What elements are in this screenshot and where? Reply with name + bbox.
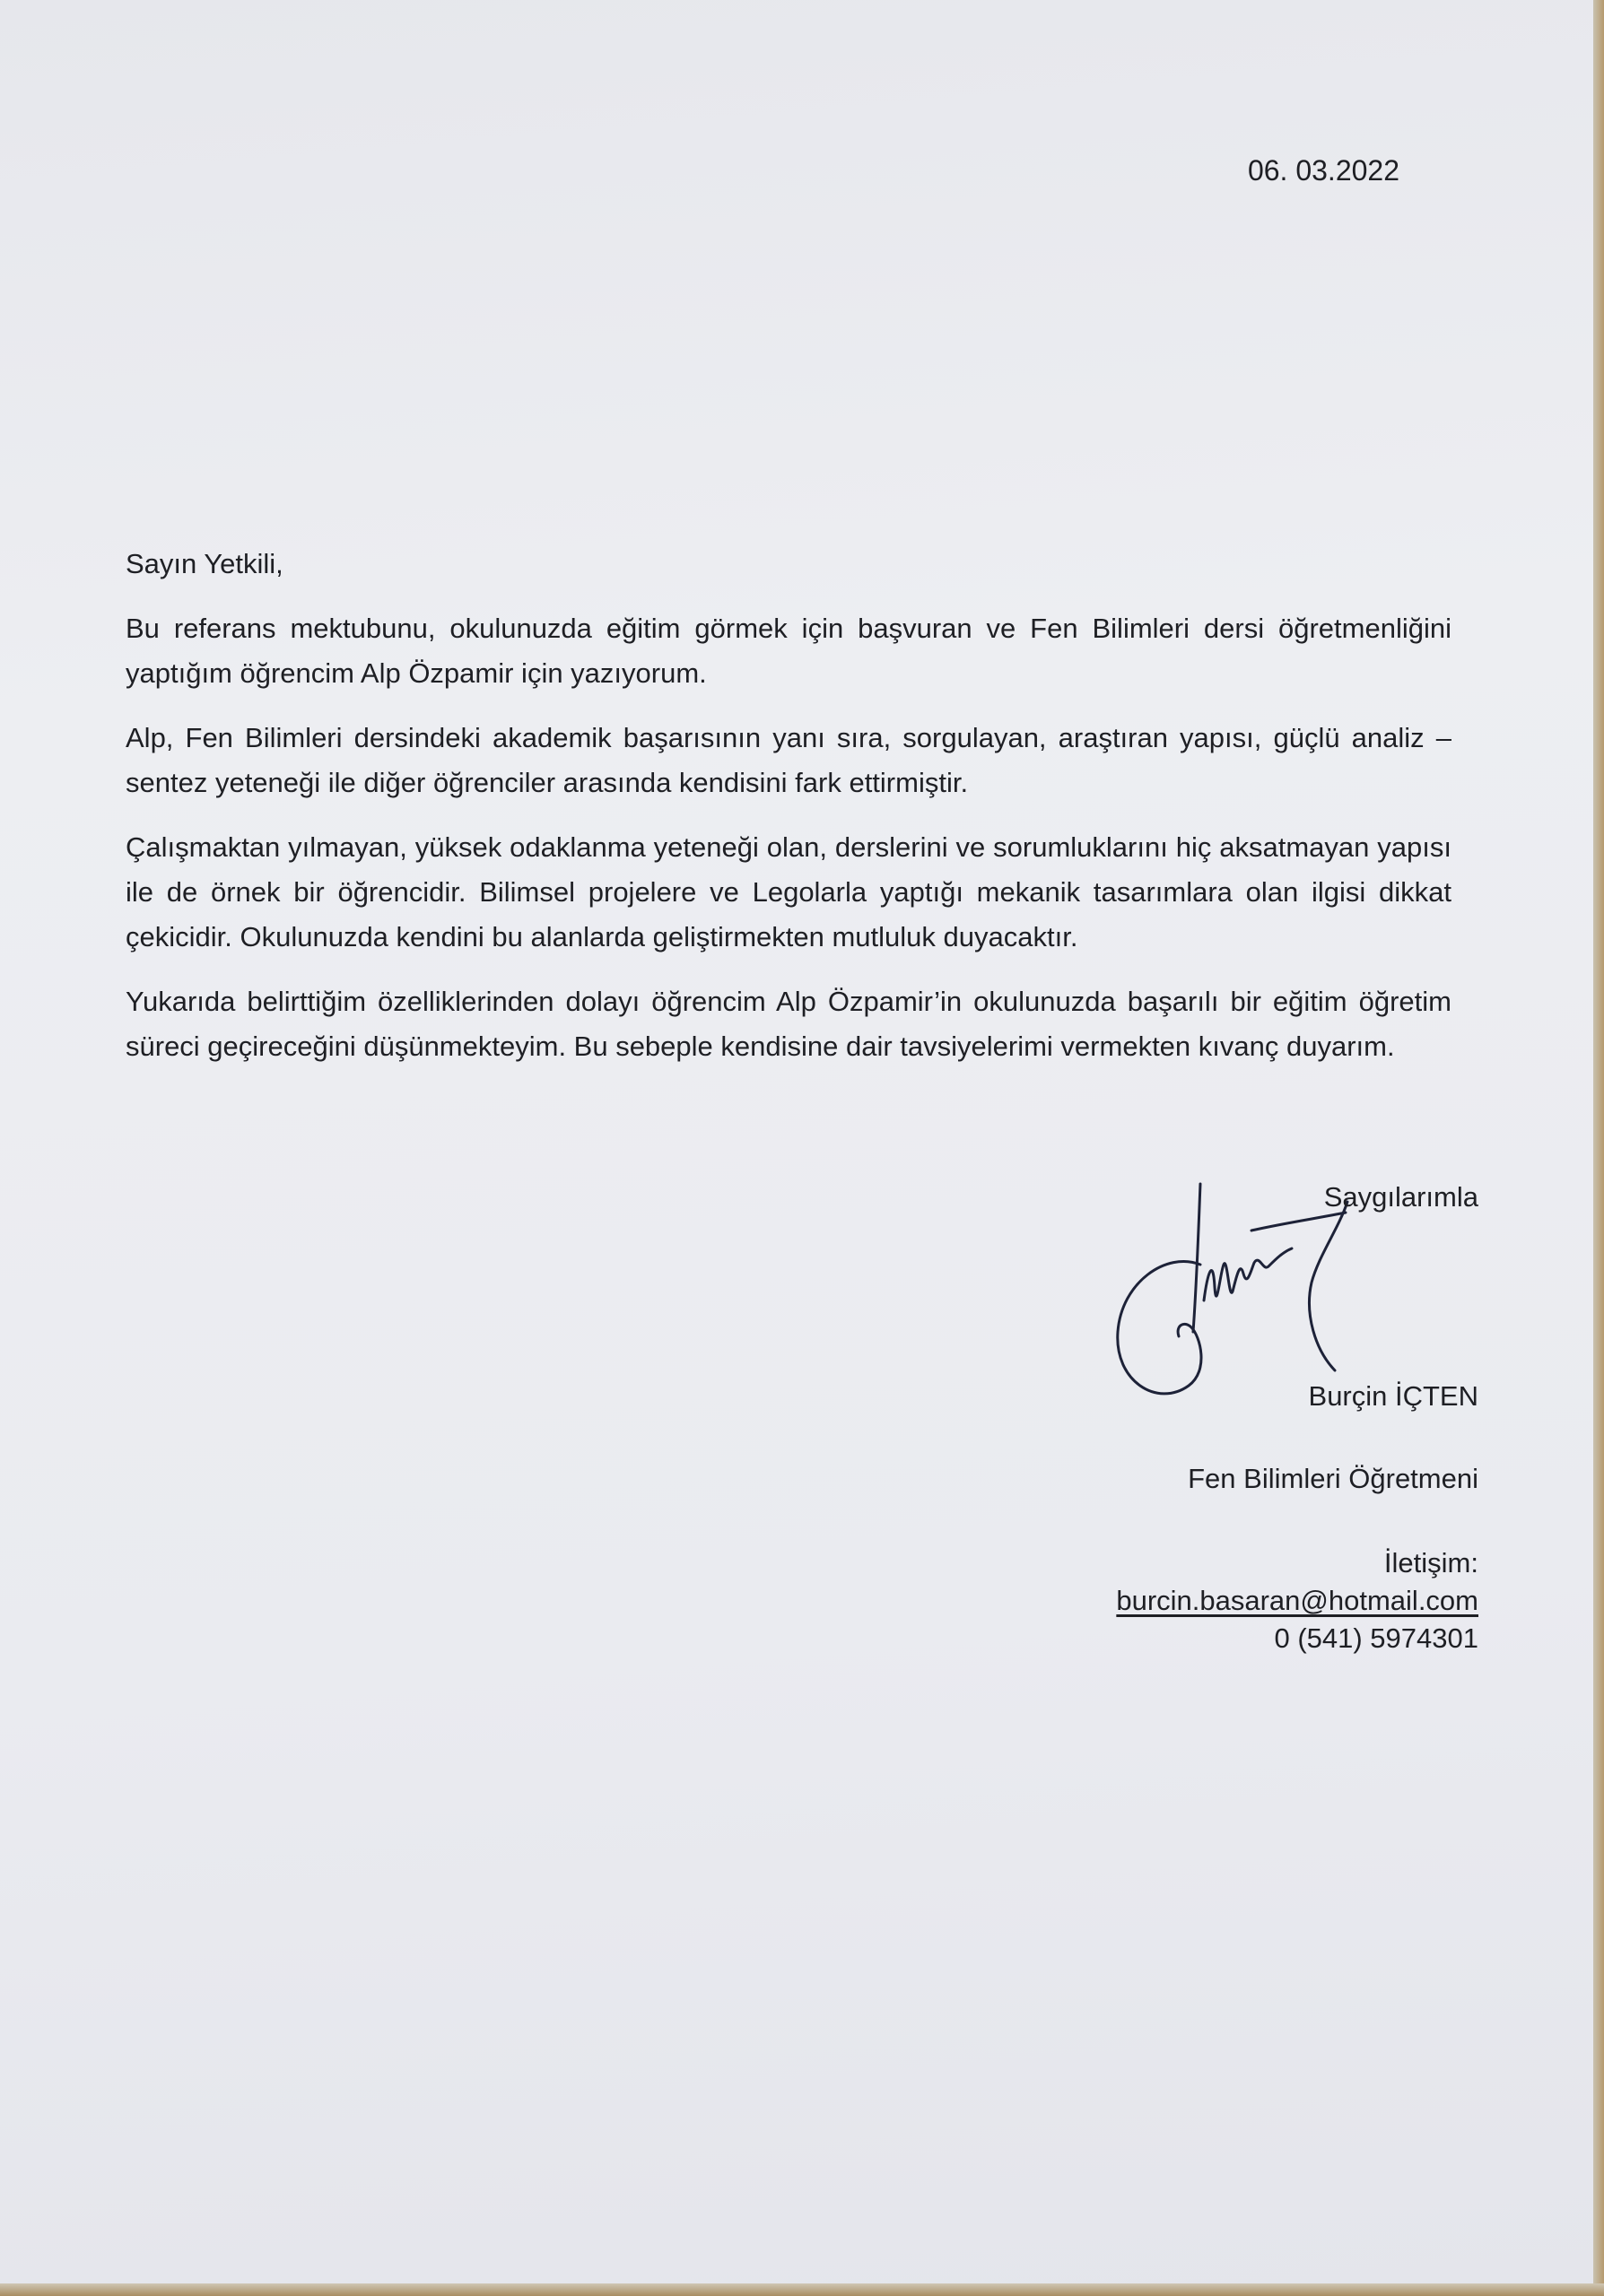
paragraph-intro: Bu referans mektubunu, okulunuzda eğitim görmek için başvuran ve Fen Bilimleri dersi öğretmenliğini yaptığım öğrencim Alp Özpamir için yazıyorum.	[126, 613, 1451, 689]
contact-block	[1116, 1544, 1478, 1657]
paragraph-recommendation: Yukarıda belirttiğim özelliklerinden dolayı öğrencim Alp Özpamir’in okulunuzda başarılı bir eğitim öğretim süreci geçireceğini düşünmekteyim. Bu sebeple kendisine dair tavsiyelerimi vermekten kıvanç duyarım.	[126, 986, 1451, 1062]
letter-date: 06. 03.2022	[1247, 154, 1399, 187]
paragraph-character: Çalışmaktan yılmayan, yüksek odaklanma yeteneği olan, derslerini ve sorumluklarını hiç aksatmayan yapısı ile de örnek bir öğrencidir. Bilimsel projelere ve Legolarla yaptığı mekanik tasarımlara olan ilgisi dikkat çekicidir. Okulunuzda kendini bu alanlarda geliştirmekten mutluluk duyacaktır.	[126, 831, 1451, 952]
signer-name: Burçin İÇTEN	[1308, 1380, 1478, 1412]
signer-title: Fen Bilimleri Öğretmeni	[1188, 1463, 1478, 1494]
table-edge-bottom	[0, 2283, 1604, 2296]
closing-line: Saygılarımla	[1323, 1181, 1478, 1213]
contact-email-link[interactable]: burcin.basaran@hotmail.com	[1116, 1585, 1478, 1616]
contact-label: İletişim:	[1383, 1547, 1478, 1578]
paragraph-academic: Alp, Fen Bilimleri dersindeki akademik başarısının yanı sıra, sorgulayan, araştıran yapısı, güçlü analiz – sentez yeteneği ile diğer öğrenciler arasında kendisini fark ettirmiştir.	[126, 722, 1451, 798]
salutation: Sayın Yetkili,	[126, 548, 283, 579]
table-edge-right	[1593, 0, 1604, 2296]
contact-phone: 0 (541) 5974301	[1274, 1622, 1478, 1654]
letter-body	[126, 542, 1451, 1089]
